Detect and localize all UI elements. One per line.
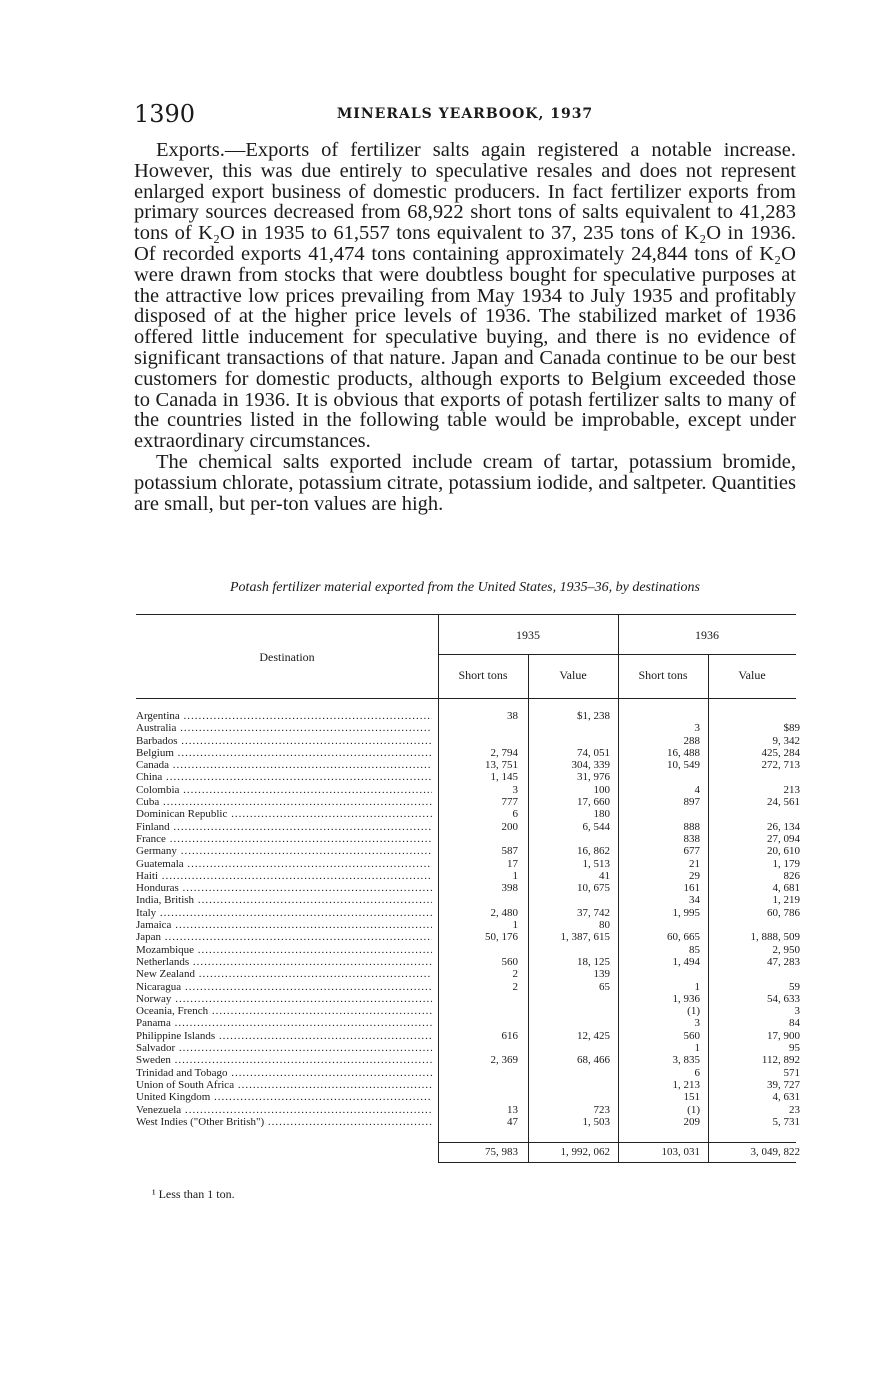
table-row — [136, 796, 800, 809]
table-row — [136, 808, 796, 820]
short-tons-1936-cell: 560 — [683, 1029, 700, 1042]
value-1936-cell: 20, 610 — [767, 845, 800, 858]
value-1935-cell: 1, 503 — [582, 1115, 610, 1128]
short-tons-1935-cell: 38 — [507, 710, 518, 722]
value-1935-cell: 65 — [599, 980, 610, 993]
short-tons-1936-cell: 1 — [694, 980, 700, 993]
total-value-1936: 3, 049, 822 — [750, 1146, 800, 1158]
value-1936-cell: 112, 892 — [761, 1054, 800, 1067]
value-1936-cell: 1, 888, 509 — [750, 931, 800, 944]
short-tons-1936-cell: 151 — [683, 1091, 700, 1104]
short-tons-1936-cell: 3 — [694, 722, 700, 735]
destination-cell: Australia ..... — [136, 722, 432, 734]
short-tons-1935-cell: 1 — [512, 869, 518, 882]
short-tons-1935-cell: 13 — [507, 1103, 518, 1116]
destination-cell: Haiti ..... — [136, 870, 432, 882]
value-1936-cell: 213 — [783, 783, 800, 796]
short-tons-1936-cell: 838 — [683, 832, 700, 845]
exports-table — [136, 614, 800, 1176]
value-1936-cell: $89 — [783, 722, 800, 735]
table-row — [136, 906, 800, 919]
value-1935-cell: 31, 976 — [577, 771, 610, 784]
value-1935-cell: 18, 125 — [577, 955, 610, 968]
short-tons-1936-cell: (1) — [687, 1103, 700, 1116]
destination-cell: Sweden ..... — [136, 1054, 432, 1066]
destination-cell: Venezuela ..... — [136, 1104, 432, 1116]
header-value-1936: Value — [738, 668, 766, 682]
totals-row — [136, 1146, 800, 1160]
short-tons-1935-cell: 560 — [501, 955, 518, 968]
value-1936-cell: 3 — [794, 1005, 800, 1018]
destination-cell: Japan ..... — [136, 931, 432, 943]
table-row — [136, 1078, 800, 1091]
value-1936-cell: 4, 681 — [772, 882, 800, 895]
short-tons-1936-cell: 3, 835 — [672, 1054, 700, 1067]
short-tons-1935-cell: 2, 369 — [490, 1054, 518, 1067]
table-row — [136, 1103, 800, 1116]
value-1936-cell: 4, 631 — [772, 1091, 800, 1104]
short-tons-1935-cell: 1, 145 — [490, 771, 518, 784]
value-1936-cell: 95 — [789, 1042, 800, 1055]
short-tons-1936-cell: 4 — [694, 783, 700, 796]
short-tons-1936-cell: 288 — [683, 734, 700, 747]
value-1936-cell: 27, 094 — [767, 832, 800, 845]
total-value-1935: 1, 992, 062 — [560, 1146, 610, 1158]
table-row — [136, 771, 796, 783]
table-row — [136, 820, 800, 833]
destination-cell: Nicaragua ..... — [136, 981, 432, 993]
value-1936-cell: 39, 727 — [767, 1078, 800, 1091]
value-1936-cell: 425, 284 — [761, 746, 800, 759]
totals-rule — [438, 1142, 796, 1143]
table-bottom-rule — [438, 1162, 796, 1163]
page-header — [134, 100, 796, 128]
short-tons-1935-cell: 587 — [501, 845, 518, 858]
destination-cell: Guatemala ..... — [136, 858, 432, 870]
table-caption: Potash fertilizer material exported from the United States, 1935–36, by destinations — [230, 580, 700, 595]
short-tons-1935-cell: 47 — [507, 1115, 518, 1128]
table-top-rule — [136, 614, 796, 615]
table-row — [136, 955, 800, 968]
value-1935-cell: 68, 466 — [577, 1054, 610, 1067]
short-tons-1936-cell: 60, 665 — [667, 931, 700, 944]
header-short-tons-1936: Short tons — [638, 668, 688, 682]
short-tons-1936-cell: 888 — [683, 820, 700, 833]
short-tons-1936-cell: 85 — [689, 943, 700, 956]
paragraph-exports: Exports.—Exports of fertilizer salts again registered a notable increase. However, this was due entirely to speculative resales and does not represent enlarged export business of domestic producers. In fact fertilizer exports from primary sources decreased from 68,922 short tons of salts equivalent to 41,283 tons of K₂O in 1935 to 61,557 tons equivalent to 37, 235 tons of K₂O in 1936. Of recorded exports 41,474 tons containing approximately 24,844 tons of K₂O were drawn from stocks that were doubtless bought for speculative purposes at the attractive low prices prevailing from May 1934 to July 1935 and profitably disposed of at the higher price levels of 1936. The stabilized market of 1936 offered little inducement for speculative buying, and there is no evidence of significant transactions of that nature. Japan and Canada continue to be our best customers for domestic products, although exports to Belgium exceeded those to Canada in 1936. It is obvious that exports of potash fertilizer salts to many of the countries listed in the following table would be improbable, except under extraordinary circumstances. — [134, 139, 796, 453]
year-rule — [438, 654, 796, 655]
table-row — [136, 943, 800, 956]
table-row — [136, 894, 800, 907]
value-1935-cell: 41 — [599, 869, 610, 882]
table-row — [136, 1029, 800, 1042]
destination-cell: France ..... — [136, 833, 432, 845]
short-tons-1935-cell: 2, 794 — [490, 746, 518, 759]
short-tons-1935-cell: 17 — [507, 857, 518, 870]
short-tons-1936-cell: 677 — [683, 845, 700, 858]
table-body — [136, 710, 800, 1128]
destination-cell: Salvador ..... — [136, 1042, 432, 1054]
short-tons-1936-cell: 6 — [694, 1066, 700, 1079]
destination-cell: Belgium ..... — [136, 747, 432, 759]
value-1936-cell: 9, 342 — [772, 734, 800, 747]
table-row — [136, 1017, 800, 1030]
destination-cell: Finland ..... — [136, 821, 432, 833]
header-bottom-rule — [136, 698, 796, 699]
table-row — [136, 845, 800, 858]
value-1935-cell: 304, 339 — [571, 759, 610, 772]
destination-cell: Honduras ..... — [136, 882, 432, 894]
short-tons-1935-cell: 616 — [501, 1029, 518, 1042]
table-row — [136, 968, 796, 980]
value-1936-cell: 26, 134 — [767, 820, 800, 833]
value-1936-cell: 1, 179 — [772, 857, 800, 870]
destination-cell: United Kingdom ..... — [136, 1091, 432, 1103]
value-1936-cell: 5, 731 — [772, 1115, 800, 1128]
value-1936-cell: 24, 561 — [767, 796, 800, 809]
destination-cell: New Zealand ..... — [136, 968, 432, 980]
total-tons-1936: 103, 031 — [661, 1146, 700, 1158]
value-1935-cell: 180 — [593, 808, 610, 821]
destination-cell: Oceania, French ..... — [136, 1005, 432, 1017]
value-1935-cell: $1, 238 — [577, 710, 610, 722]
short-tons-1936-cell: 16, 488 — [667, 746, 700, 759]
table-row — [136, 1005, 800, 1018]
table-row — [136, 882, 800, 895]
value-1935-cell: 1, 387, 615 — [560, 931, 610, 944]
value-1935-cell: 6, 544 — [582, 820, 610, 833]
short-tons-1936-cell: 1, 936 — [672, 992, 700, 1005]
short-tons-1935-cell: 3 — [512, 783, 518, 796]
table-row — [136, 1091, 800, 1104]
value-1936-cell: 571 — [783, 1066, 800, 1079]
value-1936-cell: 84 — [789, 1017, 800, 1030]
destination-cell: Jamaica ..... — [136, 919, 432, 931]
table-row — [136, 1066, 800, 1079]
header-year-1935: 1935 — [516, 628, 540, 642]
value-1935-cell: 16, 862 — [577, 845, 610, 858]
header-destination: Destination — [259, 650, 315, 664]
value-1936-cell: 826 — [783, 869, 800, 882]
short-tons-1935-cell: 2 — [512, 968, 518, 981]
footnote: ¹ Less than 1 ton. — [152, 1187, 235, 1201]
short-tons-1935-cell: 13, 751 — [485, 759, 518, 772]
running-title: MINERALS YEARBOOK, 1937 — [336, 106, 594, 122]
short-tons-1936-cell: (1) — [687, 1005, 700, 1018]
table-row — [136, 1042, 800, 1055]
value-1935-cell: 12, 425 — [577, 1029, 610, 1042]
table-row — [136, 1054, 800, 1067]
short-tons-1936-cell: 3 — [694, 1017, 700, 1030]
destination-cell: Mozambique ..... — [136, 944, 432, 956]
destination-cell: Philippine Islands ..... — [136, 1030, 432, 1042]
value-1935-cell: 10, 675 — [577, 882, 610, 895]
header-short-tons-1935: Short tons — [458, 668, 508, 682]
destination-cell: India, British ..... — [136, 894, 432, 906]
short-tons-1935-cell: 1 — [512, 919, 518, 932]
table-row — [136, 1115, 800, 1128]
destination-cell: Trinidad and Tobago ..... — [136, 1067, 432, 1079]
value-1936-cell: 47, 283 — [767, 955, 800, 968]
value-1935-cell: 1, 513 — [582, 857, 610, 870]
destination-cell: Cuba ..... — [136, 796, 432, 808]
value-1935-cell: 100 — [593, 783, 610, 796]
value-1935-cell: 139 — [593, 968, 610, 981]
short-tons-1936-cell: 209 — [683, 1115, 700, 1128]
destination-cell: Dominican Republic ..... — [136, 808, 432, 820]
destination-cell: Netherlands ..... — [136, 956, 432, 968]
short-tons-1936-cell: 161 — [683, 882, 700, 895]
table-row — [136, 980, 800, 993]
destination-cell: Panama ..... — [136, 1017, 432, 1029]
short-tons-1936-cell: 10, 549 — [667, 759, 700, 772]
short-tons-1936-cell: 1 — [694, 1042, 700, 1055]
page-number: 1390 — [134, 100, 196, 128]
table-row — [136, 722, 800, 735]
short-tons-1935-cell: 6 — [512, 808, 518, 821]
destination-cell: Norway ..... — [136, 993, 432, 1005]
table-row — [136, 759, 800, 772]
short-tons-1936-cell: 21 — [689, 857, 700, 870]
header-value-1935: Value — [559, 668, 587, 682]
destination-cell: Union of South Africa ..... — [136, 1079, 432, 1091]
value-1936-cell: 54, 633 — [767, 992, 800, 1005]
short-tons-1935-cell: 50, 176 — [485, 931, 518, 944]
short-tons-1935-cell: 2, 480 — [490, 906, 518, 919]
short-tons-1936-cell: 1, 213 — [672, 1078, 700, 1091]
destination-cell: West Indies ("Other British") ..... — [136, 1116, 432, 1128]
table-row — [136, 783, 800, 796]
short-tons-1936-cell: 34 — [689, 894, 700, 907]
table-row — [136, 931, 800, 944]
value-1936-cell: 17, 900 — [767, 1029, 800, 1042]
value-1935-cell: 723 — [593, 1103, 610, 1116]
short-tons-1935-cell: 200 — [501, 820, 518, 833]
short-tons-1935-cell: 2 — [512, 980, 518, 993]
value-1936-cell: 2, 950 — [772, 943, 800, 956]
table-row — [136, 734, 800, 747]
short-tons-1936-cell: 29 — [689, 869, 700, 882]
table-row — [136, 869, 800, 882]
destination-cell: Barbados ..... — [136, 735, 432, 747]
total-tons-1935: 75, 983 — [485, 1146, 518, 1158]
destination-cell: China ..... — [136, 771, 432, 783]
short-tons-1936-cell: 1, 995 — [672, 906, 700, 919]
table-row — [136, 857, 800, 870]
destination-cell: Argentina ..... — [136, 710, 432, 722]
value-1936-cell: 23 — [789, 1103, 800, 1116]
value-1935-cell: 80 — [599, 919, 610, 932]
table-row — [136, 919, 796, 931]
header-year-1936: 1936 — [695, 628, 719, 642]
value-1936-cell: 59 — [789, 980, 800, 993]
value-1936-cell: 1, 219 — [772, 894, 800, 907]
table-row — [136, 746, 800, 759]
destination-cell: Germany ..... — [136, 845, 432, 857]
value-1935-cell: 37, 742 — [577, 906, 610, 919]
table-row — [136, 832, 800, 845]
short-tons-1936-cell: 1, 494 — [672, 955, 700, 968]
value-1936-cell: 60, 786 — [767, 906, 800, 919]
destination-cell: Italy ..... — [136, 907, 432, 919]
table-row — [136, 992, 800, 1005]
short-tons-1936-cell: 897 — [683, 796, 700, 809]
destination-cell: Colombia ..... — [136, 784, 432, 796]
short-tons-1935-cell: 398 — [501, 882, 518, 895]
paragraph-chemical-salts: The chemical salts exported include cream of tartar, potassium bromide, potassium chlorate, potassium citrate, potassium iodide, and saltpeter. Quantities are small, but per-ton values are high. — [134, 450, 796, 515]
value-1935-cell: 74, 051 — [577, 746, 610, 759]
table-row — [136, 710, 796, 722]
value-1935-cell: 17, 660 — [577, 796, 610, 809]
short-tons-1935-cell: 777 — [501, 796, 518, 809]
body-text — [134, 140, 796, 514]
value-1936-cell: 272, 713 — [761, 759, 800, 772]
destination-cell: Canada ..... — [136, 759, 432, 771]
